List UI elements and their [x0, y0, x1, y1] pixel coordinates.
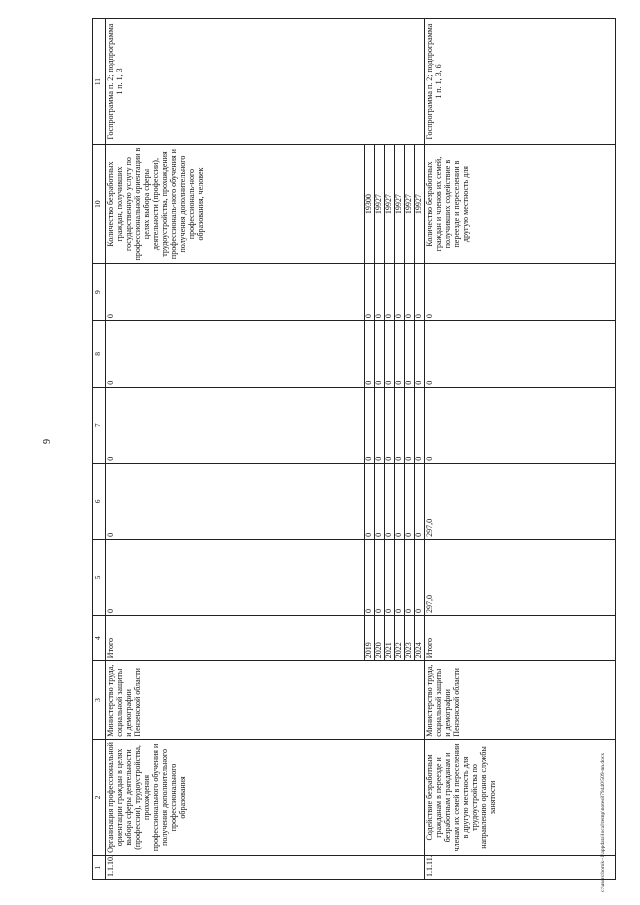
col-number: 6: [93, 463, 106, 539]
col-number: 8: [93, 321, 106, 388]
measure-name: Содействие безработным гражданам в переезде и безработным гражданам и членам их семей в переселении в другую местность для трудоустройства по направлению органов службы занятости: [425, 739, 616, 856]
table-row: [106, 19, 365, 880]
page-number: 9: [42, 439, 53, 444]
cell-value: 0: [425, 321, 616, 388]
col-number: 4: [93, 616, 106, 661]
cell-value: 0: [385, 539, 395, 615]
indicator-value: 19927: [375, 145, 385, 264]
year: 2021: [385, 616, 395, 661]
program-measures-table: [92, 18, 616, 880]
year: 2023: [405, 616, 415, 661]
executor: Министерство труда, социальной защиты и демографии Пензенской области: [425, 661, 616, 739]
cell-value: 0: [375, 539, 385, 615]
cell-value: 0: [415, 321, 425, 388]
cell-value: 0: [405, 539, 415, 615]
indicator-value: 19927: [385, 145, 395, 264]
col-number: 9: [93, 264, 106, 321]
col-number: 11: [93, 19, 106, 145]
total-label: Итого: [425, 616, 616, 661]
cell-value: 0: [106, 463, 365, 539]
cell-value: 0: [106, 539, 365, 615]
indicator-value: 19300: [365, 145, 375, 264]
col-number: 3: [93, 661, 106, 739]
cell-value: 0: [395, 539, 405, 615]
cell-value: 0: [385, 321, 395, 388]
cell-value: 0: [365, 321, 375, 388]
cell-value: 0: [375, 463, 385, 539]
program-reference: Госпрограмма п. 2; подпрограмма 1 п. 1, 3: [106, 19, 425, 145]
cell-value: 0: [106, 264, 365, 321]
col-number: 1: [93, 856, 106, 880]
cell-value: 0: [415, 264, 425, 321]
executor: Министерство труда, социальной защиты и демографии Пензенской области: [106, 661, 425, 739]
row-number: 1.1.10.: [106, 856, 425, 880]
indicator-value: 19927: [395, 145, 405, 264]
year: 2022: [395, 616, 405, 661]
cell-value: 0: [365, 387, 375, 463]
indicator-text: Количество безработных граждан и членов их семей, получивших содействие в переезде и переселении в другую местность для: [425, 145, 616, 264]
cell-value: 0: [395, 463, 405, 539]
cell-value: 0: [365, 264, 375, 321]
col-number: 7: [93, 387, 106, 463]
cell-value: 0: [385, 387, 395, 463]
cell-value: 0: [395, 264, 405, 321]
cell-value: 0: [385, 264, 395, 321]
column-numbers-row: [93, 19, 106, 880]
cell-value: 0: [375, 387, 385, 463]
cell-value: 0: [405, 321, 415, 388]
cell-value: 0: [405, 387, 415, 463]
cell-value: 0: [395, 321, 405, 388]
cell-value: 0: [415, 463, 425, 539]
cell-value: 297,0: [425, 463, 616, 539]
program-reference: Госпрограмма п. 2; подпрограмма 1 п. 1, 3, 6: [425, 19, 616, 145]
year: 2024: [415, 616, 425, 661]
cell-value: 0: [425, 264, 616, 321]
cell-value: 0: [405, 463, 415, 539]
year: 2020: [375, 616, 385, 661]
row-number: 1.1.11.: [425, 856, 616, 880]
measure-name: Организация профессиональной ориентации граждан в целях выбора сферы деятельности (профессии), трудоустройства, прохождения профессионального обучения и получения дополнительного профессионального образования: [106, 739, 425, 856]
cell-value: 0: [415, 387, 425, 463]
indicator-value: 19927: [415, 145, 425, 264]
cell-value: 0: [405, 264, 415, 321]
rotated-table-wrapper: [92, 18, 616, 880]
file-path-footer: c:\users\borok~1\appdata\local\temp\notes879440\509-nn.docx: [600, 752, 606, 892]
cell-value: 297,0: [425, 539, 616, 615]
cell-value: 0: [365, 539, 375, 615]
cell-value: 0: [106, 387, 365, 463]
cell-value: 0: [415, 539, 425, 615]
indicator-text: Количество безработных граждан, получивших государственную услугу по профессиональной ориентации в целях выбора сферы деятельности (профессии), трудоустройства, прохождения профессиональ-ного обучения и получения дополнительного профессиональ-ного образования, человек: [106, 145, 365, 264]
col-number: 10: [93, 145, 106, 264]
col-number: 2: [93, 739, 106, 856]
total-label: Итого: [106, 616, 365, 661]
cell-value: 0: [365, 463, 375, 539]
cell-value: 0: [425, 387, 616, 463]
cell-value: 0: [395, 387, 405, 463]
cell-value: 0: [375, 264, 385, 321]
table-row: [425, 19, 616, 880]
indicator-value: 19927: [405, 145, 415, 264]
cell-value: 0: [385, 463, 395, 539]
cell-value: 0: [106, 321, 365, 388]
cell-value: 0: [375, 321, 385, 388]
col-number: 5: [93, 539, 106, 615]
year: 2019: [365, 616, 375, 661]
